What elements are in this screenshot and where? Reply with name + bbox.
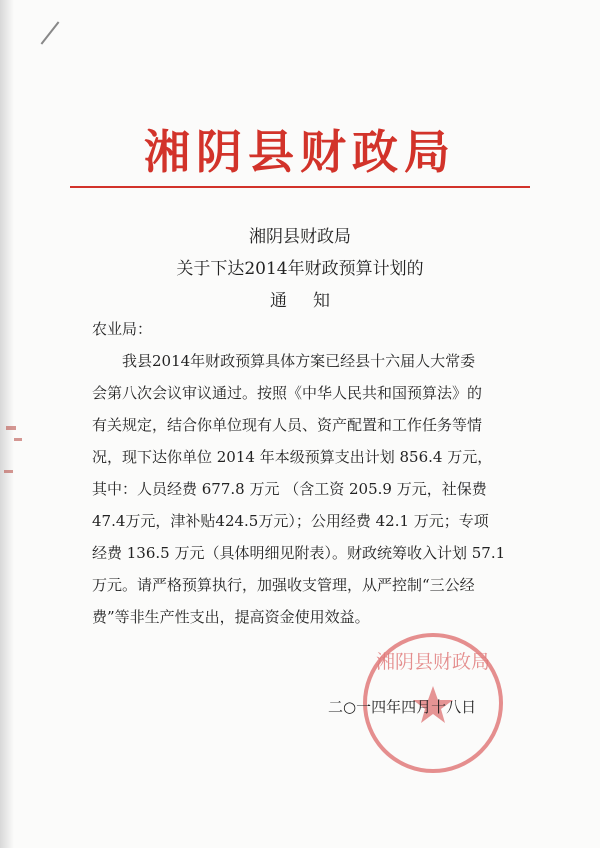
doc-heading-subject: 关于下达2014年财政预算计划的	[176, 259, 424, 279]
body-line: 况，现下达你单位 2014 年本级预算支出计划 856.4 万元，	[92, 448, 493, 466]
body-line: 有关规定，结合你单位现有人员、资产配置和工作任务等情	[92, 416, 483, 434]
ink-stain	[4, 470, 13, 473]
letterhead-title: 湘阴县财政局	[144, 125, 456, 179]
staple-mark	[41, 21, 60, 44]
body-line: 我县2014年财政预算具体方案已经县十六届人大常委	[122, 352, 476, 370]
salutation: 农业局：	[92, 320, 153, 338]
body-line: 万元。请严格预算执行，加强收支管理，从严控制“三公经	[92, 576, 475, 594]
letterhead-red-rule	[70, 186, 530, 188]
body-line: 其中：人员经费 677.8 万元 （含工资 205.9 万元，社保费	[92, 480, 487, 498]
body-line: 经费 136.5 万元（具体明细见附表）。财政统筹收入计划 57.1	[92, 544, 506, 562]
issue-date: 二○一四年四月十八日	[328, 698, 477, 716]
ink-stain	[6, 426, 16, 430]
doc-heading-issuer: 湘阴县财政局	[249, 227, 351, 247]
doc-heading-type: 通知	[270, 291, 356, 311]
body-line: 费”等非生产性支出，提高资金使用效益。	[92, 608, 370, 626]
ink-stain	[14, 438, 22, 441]
body-line: 会第八次会议审议通过。按照《中华人民共和国预算法》的	[92, 384, 483, 402]
body-line: 47.4万元，津补贴424.5万元）；公用经费 42.1 万元；专项	[92, 512, 489, 530]
seal-text: 湘阴县财政局	[375, 651, 491, 673]
